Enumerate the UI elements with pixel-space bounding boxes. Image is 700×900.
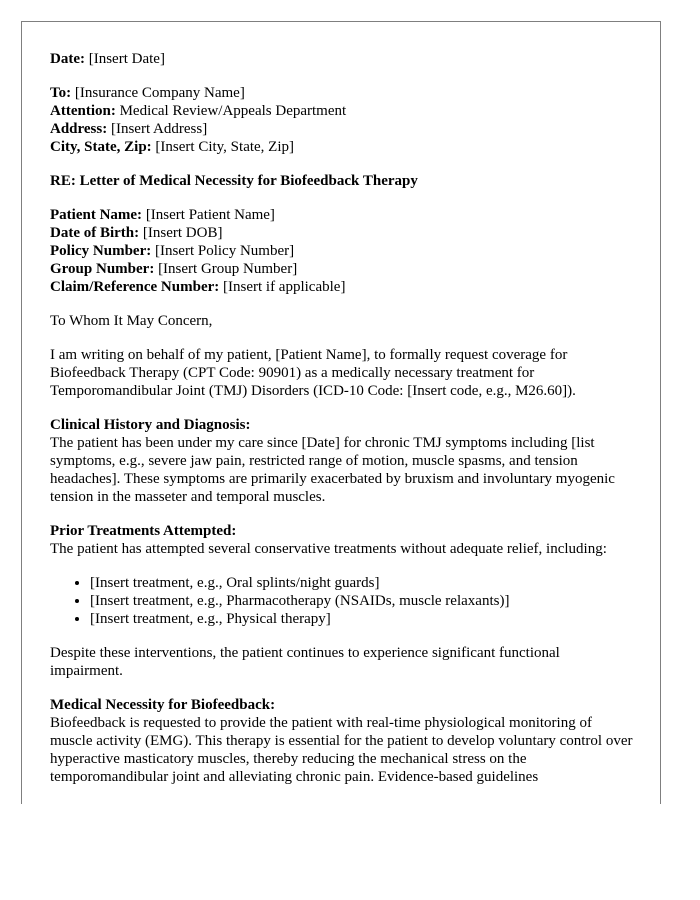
policy-value: [Insert Policy Number] xyxy=(154,243,295,259)
city-value: [Insert City, State, Zip] xyxy=(155,139,295,155)
city-line xyxy=(50,138,635,156)
attention-line xyxy=(50,102,635,120)
necessity-text: Biofeedback is requested to provide the patient with real-time physiological monitoring of muscle activity (EMG). This therapy is essential for the patient to develop voluntary control over hyperactive masticatory muscles, thereby reducing the mechanical stress on the temporomandibular joint and alleviating chronic pain. Evidence-based guidelines xyxy=(50,715,633,785)
despite-paragraph: Despite these interventions, the patient continues to experience significant functional impairment. xyxy=(50,645,560,679)
salutation: To Whom It May Concern, xyxy=(50,313,213,329)
prior-heading xyxy=(50,522,635,540)
prior-text: The patient has attempted several conservative treatments without adequate relief, including: xyxy=(50,541,607,557)
recipient-block xyxy=(50,84,635,156)
intro-paragraph: I am writing on behalf of my patient, [Patient Name], to formally request coverage for Biofeedback Therapy (CPT Code: 90901) as a medically necessary treatment for Temporomandibular Joint (TMJ) Disorders (ICD-10 Code: [Insert code, e.g., M26.60]). xyxy=(50,347,576,399)
letter-page xyxy=(21,21,661,804)
group-line xyxy=(50,260,635,278)
claim-label: Claim/Reference Number: xyxy=(50,279,220,295)
dob-line xyxy=(50,224,635,242)
clinical-heading-text: Clinical History and Diagnosis: xyxy=(50,417,251,433)
attention-value: Medical Review/Appeals Department xyxy=(119,103,347,119)
claim-line xyxy=(50,278,635,296)
patient-name-value: [Insert Patient Name] xyxy=(145,207,275,223)
list-item: • [Insert treatment, e.g., Oral splints/night guards] xyxy=(90,574,635,592)
policy-label: Policy Number: xyxy=(50,243,152,259)
patient-name-label: Patient Name: xyxy=(50,207,143,223)
necessity-heading xyxy=(50,696,635,714)
date-line xyxy=(50,50,635,68)
prior-section xyxy=(50,522,635,628)
date-value: [Insert Date] xyxy=(88,51,165,67)
clinical-text: The patient has been under my care since [Date] for chronic TMJ symptoms including [list symptoms, e.g., severe jaw pain, restricted range of motion, muscle spasms, and tension headaches]. These symptoms are primarily exacerbated by bruxism and involuntary myogenic tension in the masseter and temporal muscles. xyxy=(50,435,615,505)
patient-block xyxy=(50,206,635,296)
clinical-section xyxy=(50,416,635,506)
address-label: Address: xyxy=(50,121,108,137)
to-label: To: xyxy=(50,85,72,101)
date-label: Date: xyxy=(50,51,85,67)
to-line xyxy=(50,84,635,102)
group-label: Group Number: xyxy=(50,261,155,277)
claim-value: [Insert if applicable] xyxy=(223,279,346,295)
prior-treatment-list xyxy=(50,574,635,628)
to-value: [Insurance Company Name] xyxy=(74,85,245,101)
dob-value: [Insert DOB] xyxy=(142,225,223,241)
list-item: • [Insert treatment, e.g., Physical therapy] xyxy=(90,610,635,628)
policy-line xyxy=(50,242,635,260)
re-text: RE: Letter of Medical Necessity for Biofeedback Therapy xyxy=(50,173,418,189)
group-value: [Insert Group Number] xyxy=(158,261,298,277)
patient-name-line xyxy=(50,206,635,224)
attention-label: Attention: xyxy=(50,103,116,119)
re-line xyxy=(50,172,635,190)
necessity-section xyxy=(50,696,635,786)
address-value: [Insert Address] xyxy=(110,121,208,137)
city-label: City, State, Zip: xyxy=(50,139,152,155)
dob-label: Date of Birth: xyxy=(50,225,140,241)
address-line xyxy=(50,120,635,138)
letter-content xyxy=(50,50,635,786)
list-item: • [Insert treatment, e.g., Pharmacotherapy (NSAIDs, muscle relaxants)] xyxy=(90,592,635,610)
clinical-heading xyxy=(50,416,635,434)
prior-heading-text: Prior Treatments Attempted: xyxy=(50,523,237,539)
necessity-heading-text: Medical Necessity for Biofeedback: xyxy=(50,697,276,713)
